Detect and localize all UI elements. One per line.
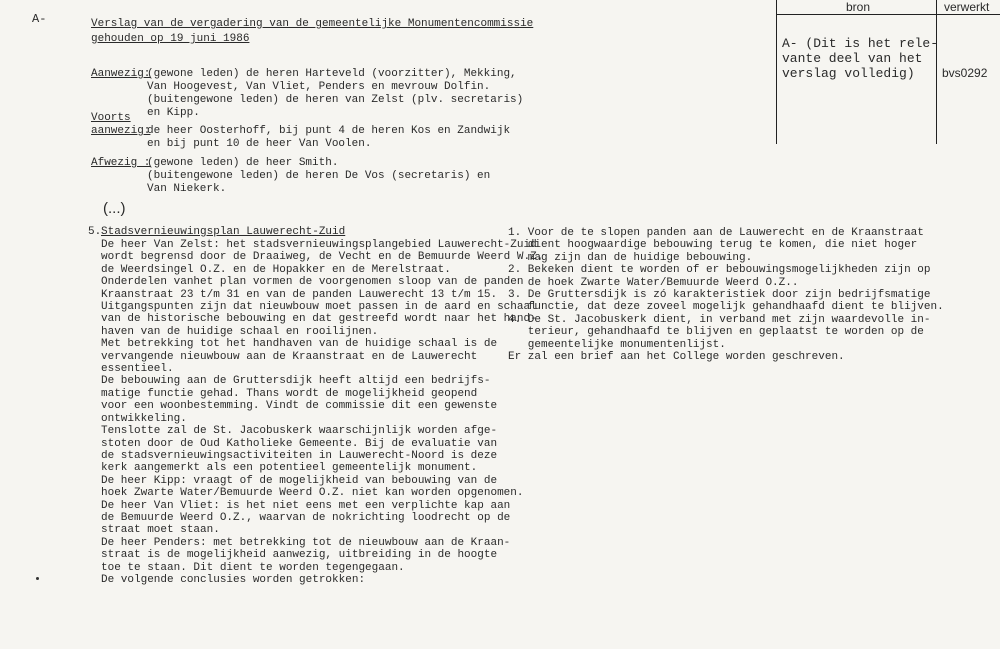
stamp-verwerkt-header: verwerkt xyxy=(944,0,990,14)
stamp-bron-text: A- (Dit is het rele- vante deel van het verslag volledig) xyxy=(782,36,939,81)
voorts-aanwezig-label: aanwezig: xyxy=(91,125,151,137)
stamp-bron-header: bron xyxy=(846,0,871,14)
archive-stamp xyxy=(776,0,1000,144)
voorts-label: Voorts xyxy=(91,112,131,124)
section-number: 5. xyxy=(88,226,102,238)
conclusions-list: 1. Voor de te slopen panden aan de Lauwerecht en de Kraanstraat dient hoogwaardige bebouwing terug te komen, die niet hoger mag zijn dan de huidige bebouwing. 2. Bekeken dient te worden of er bebouwingsmogelijkheden zijn op de hoek Zwarte Water/Bemuurde Weerd O.Z.. 3. De Gruttersdijk is zó karakteristiek door zijn bedrijfsmatige functie, dat deze zoveel mogelijk gehandhaafd dient te blijven. 4. De St. Jacobuskerk dient, in verband met zijn waardevolle in- terieur, gehandhaafd te blijven en geplaatst te worden op de gemeentelijke monumentenlijst. Er zal een brief aan het College worden geschreven. xyxy=(508,227,944,364)
aanwezig-label: Aanwezig: xyxy=(91,68,151,80)
stamp-header-line xyxy=(776,14,1000,15)
afwezig-label: Afwezig : xyxy=(91,157,151,169)
aanwezig-list: (gewone leden) de heren Harteveld (voorzitter), Mekking, Van Hoogevest, Van Vliet, Penders en mevrouw Dolfin. (buitengewone leden) de heren van Zelst (plv. secretaris) en Kipp. xyxy=(147,68,524,119)
stamp-left-border xyxy=(776,0,777,144)
page-speck xyxy=(36,577,39,580)
stamp-verwerkt-code: bvs0292 xyxy=(942,66,988,80)
afwezig-list: (gewone leden) de heer Smith. (buitengewone leden) de heren De Vos (secretaris) en Van Niekerk. xyxy=(147,157,491,195)
section-heading: Stadsvernieuwingsplan Lauwerecht-Zuid xyxy=(101,226,346,238)
omission-ellipsis: (...) xyxy=(103,200,126,217)
document-date: gehouden op 19 juni 1986 xyxy=(91,33,250,45)
section-body: De heer Van Zelst: het stadsvernieuwingsplangebied Lauwerecht-Zuid wordt begrensd door de Draaiweg, de Vecht en de Bemuurde Weerd W.Z. de Weerdsingel O.Z. en de Hopakker en de Merelstraat. Onderdelen vanhet plan vormen de voorgenomen sloop van de panden Kraanstraat 23 t/m 31 en van de panden Lauwerecht 13 t/m 15. Uitgangspunten zijn dat nieuwbouw moet passen in de aard en schaal van de historische bebouwing en dat gestreefd wordt naar het hand- haven van de huidige schaal en rooilijnen. Met betrekking tot het handhaven van de huidige schaal is de vervangende nieuwbouw aan de Kraanstraat en de Lauwerecht essentieel. De bebouwing aan de Gruttersdijk heeft altijd een bedrijfs- matige functie gehad. Thans wordt de mogelijkheid geopend voor een woonbestemming. Vindt de commissie dit een gewenste ontwikkeling. Tenslotte zal de St. Jacobuskerk waarschijnlijk worden afge- stoten door de Oud Katholieke Gemeente. Bij de evaluatie van de stadsvernieuwingsactiviteiten in Lauwerecht-Noord is deze kerk aangemerkt als een potentieel gemeentelijk monument. De heer Kipp: vraagt of de mogelijkheid van bebouwing van de hoek Zwarte Water/Bemuurde Weerd O.Z. niet kan worden opgenomen. De heer Van Vliet: is het niet eens met een verplichte kap aan de Bemuurde Weerd O.Z., waarvan de nokrichting loodrecht op de straat moet staan. De heer Penders: met betrekking tot de nieuwbouw aan de Kraan- straat is de mogelijkheid aanwezig, uitbreiding in de hoogte toe te staan. Dit dient te worden tegengegaan. De volgende conclusies worden getrokken: xyxy=(101,239,544,586)
document-mark: A- xyxy=(32,12,47,26)
voorts-list: de heer Oosterhoff, bij punt 4 de heren Kos en Zandwijk en bij punt 10 de heer Van Voolen. xyxy=(147,125,511,150)
document-title: Verslag van de vergadering van de gemeentelijke Monumentencommissie xyxy=(91,18,534,30)
